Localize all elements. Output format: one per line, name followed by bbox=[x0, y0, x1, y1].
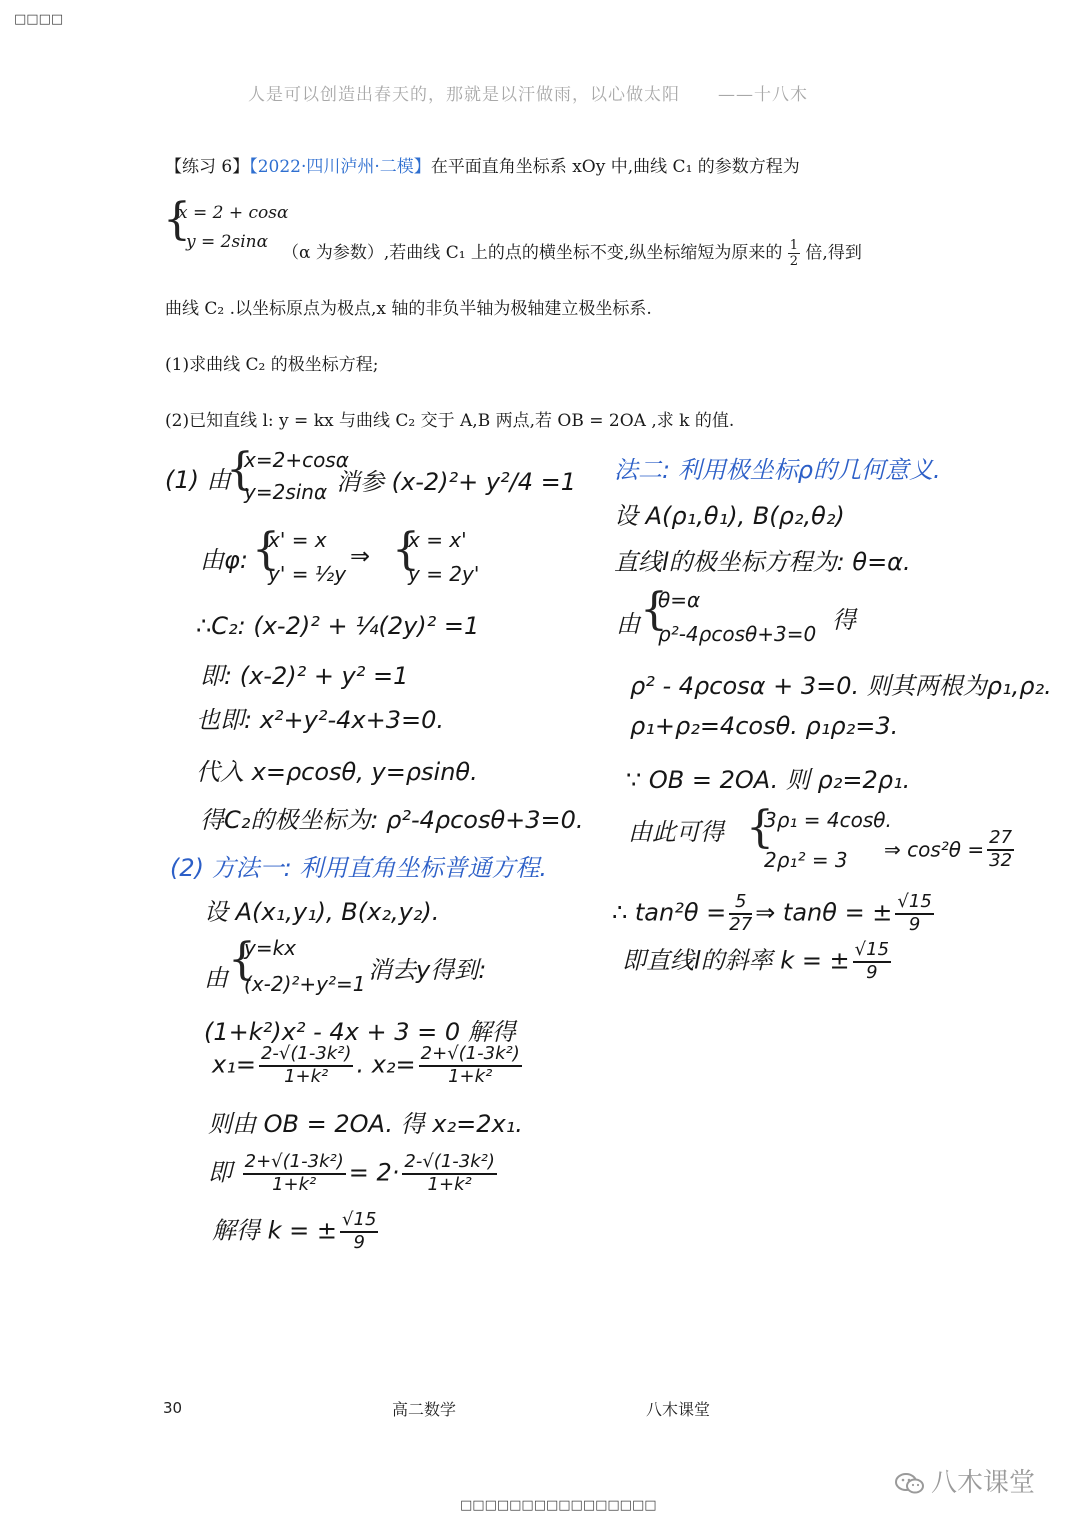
problem-text-2: （α 为参数）,若曲线 C₁ 上的点的横坐标不变,纵坐标缩短为原来的 bbox=[282, 243, 783, 263]
sol-1-intro: (1) 由 bbox=[165, 466, 231, 494]
cos-result-text: ⇒ cos²θ = bbox=[884, 837, 985, 862]
tan-sq-fraction: $\frac{5}{27}$ bbox=[729, 891, 753, 935]
bottom-note: □□□□□□□□□□□□□□□□ bbox=[460, 1498, 657, 1513]
problem-line-3: 曲线 C₂ .以坐标原点为极点,x 轴的非负半轴为极轴建立极坐标系. bbox=[165, 299, 652, 319]
system-brace: { bbox=[163, 194, 191, 245]
r-vector-condition: ∵ OB = 2OA. 则 ρ₂=2ρ₁. bbox=[626, 766, 911, 794]
sol-vector-condition: 则由 OB = 2OA. 得 x₂=2x₁. bbox=[208, 1110, 523, 1138]
r-tan-result bbox=[612, 892, 937, 935]
sol-set-points: 设 A(x₁,y₁), B(x₂,y₂). bbox=[204, 898, 440, 926]
r-derive-1: 3ρ₁ = 4cosθ. bbox=[764, 808, 892, 832]
wechat-icon bbox=[895, 1472, 925, 1496]
sol-1-sys-x: x=2+cosα bbox=[244, 448, 349, 472]
r-answer-text: 即直线l的斜率 k = ± bbox=[622, 946, 850, 975]
answer-1-fraction: $\frac{√15}{9}$ bbox=[342, 1209, 377, 1253]
cos-result-fraction: $\frac{27}{32}$ bbox=[989, 827, 1013, 871]
r-system-brace: { bbox=[640, 584, 668, 635]
sol-1-eliminate: 消参 (x-2)²+ y²/4 =1 bbox=[336, 468, 577, 496]
r-system-2: ρ²-4ρcosθ+3=0 bbox=[658, 622, 817, 646]
sol-transform-intro: 由φ: bbox=[200, 546, 248, 574]
page-motto bbox=[248, 80, 808, 105]
sol-2-brace: { bbox=[228, 934, 256, 985]
sol-c2-simplified: 即: (x-2)² + y² =1 bbox=[200, 662, 409, 690]
root-x1-fraction: $\frac{\text{2-√(1-3k²)}}{\text{1+k²}}$ bbox=[260, 1043, 352, 1087]
r-derive-intro: 由此可得 bbox=[628, 818, 724, 846]
problem-line-1 bbox=[165, 152, 800, 177]
method-1-heading: (2) 方法一: 利用直角坐标普通方程. bbox=[170, 854, 547, 882]
r-derive-2: 2ρ₁² = 3 bbox=[764, 848, 848, 872]
sol-c2-eq: ∴C₂: (x-2)² + ¼(2y)² =1 bbox=[196, 612, 480, 640]
problem-text-2-end: 倍,得到 bbox=[805, 243, 862, 263]
sol-2-eliminate: 消去y得到: bbox=[368, 956, 487, 984]
r-line-polar: 直线l的极坐标方程为: θ=α. bbox=[614, 548, 911, 576]
r-system-intro: 由 bbox=[616, 610, 640, 638]
transform-brace-2: { bbox=[392, 524, 420, 575]
sol-answer-1 bbox=[212, 1210, 381, 1253]
sol-quadratic: (1+k²)x² - 4x + 3 = 0 解得 bbox=[204, 1018, 516, 1046]
r-answer-fraction: $\frac{√15}{9}$ bbox=[854, 939, 890, 983]
question-1: (1)求曲线 C₂ 的极坐标方程; bbox=[165, 355, 379, 375]
footer-brand: 八木课堂 bbox=[646, 1400, 711, 1419]
sol-1-sys-y: y=2sinα bbox=[244, 480, 328, 504]
watermark-text: 八木课堂 bbox=[931, 1468, 1036, 1498]
tan-text: ⇒ tanθ = ± bbox=[755, 898, 893, 927]
root-x2-fraction: $\frac{\text{2+√(1-3k²)}}{\text{1+k²}}$ bbox=[420, 1043, 520, 1087]
sol-roots bbox=[212, 1044, 525, 1087]
sol-2-sys-1: y=kx bbox=[244, 936, 297, 960]
root-x1-label: x₁= bbox=[212, 1050, 256, 1079]
question-2: (2)已知直线 l: y = kx 与曲线 C₂ 交于 A,B 两点,若 OB = 2OA ,求 k 的值. bbox=[165, 411, 735, 431]
transform-brace-1: { bbox=[252, 524, 280, 575]
sol-2-intro: 由 bbox=[204, 964, 228, 992]
transform-eq-3: x = x' bbox=[408, 528, 467, 552]
exercise-source: 【2022·四川泸州·二模】 bbox=[249, 157, 431, 177]
page-number: 30 bbox=[163, 1399, 183, 1417]
problem-line-2 bbox=[282, 238, 862, 269]
equation-intro: 即 bbox=[208, 1158, 232, 1187]
fraction-half: $\frac{1}{2}$ bbox=[789, 238, 799, 269]
r-set-points: 设 A(ρ₁,θ₁), B(ρ₂,θ₂) bbox=[614, 502, 845, 530]
r-answer bbox=[622, 940, 894, 983]
problem-text-1: 在平面直角坐标系 xOy 中,曲线 C₁ 的参数方程为 bbox=[430, 157, 800, 177]
param-eq-x: x = 2 + cosα bbox=[178, 203, 289, 223]
param-eq-y: y = 2sinα bbox=[186, 232, 269, 252]
transform-eq-4: y = 2y' bbox=[408, 562, 480, 586]
transform-eq-2: y' = ½y bbox=[268, 562, 347, 586]
footer-subject: 高二数学 bbox=[392, 1400, 457, 1419]
r-system-result: 得 bbox=[832, 606, 856, 634]
r-quadratic: ρ² - 4ρcosα + 3=0. 则其两根为ρ₁,ρ₂. bbox=[630, 672, 1052, 700]
transform-eq-1: x' = x bbox=[268, 528, 327, 552]
root-x2-label: . x₂= bbox=[356, 1050, 416, 1079]
sol-substitute: 代入 x=ρcosθ, y=ρsinθ. bbox=[196, 758, 478, 786]
corner-mark: □□□□ bbox=[14, 12, 64, 27]
equation-rhs-fraction: $\frac{\text{2-√(1-3k²)}}{\text{1+k²}}$ bbox=[404, 1151, 495, 1195]
sol-polar-result: 得C₂的极坐标为: ρ²-4ρcosθ+3=0. bbox=[200, 806, 584, 834]
sol-1-brace: { bbox=[226, 444, 254, 495]
r-system-1: θ=α bbox=[658, 588, 701, 612]
motto-text: 人是可以创造出春天的，那就是以汗做雨，以心做太阳 bbox=[248, 85, 680, 105]
answer-1-text: 解得 k = ± bbox=[212, 1216, 338, 1245]
sol-2-sys-2: (x-2)²+y²=1 bbox=[244, 972, 366, 996]
method-2-heading: 法二: 利用极坐标ρ的几何意义. bbox=[614, 456, 941, 484]
tan-fraction: $\frac{√15}{9}$ bbox=[897, 891, 932, 935]
r-vieta: ρ₁+ρ₂=4cosθ. ρ₁ρ₂=3. bbox=[630, 712, 899, 740]
sol-equation bbox=[208, 1152, 500, 1195]
r-derive-brace: { bbox=[746, 802, 774, 853]
watermark bbox=[895, 1462, 1035, 1499]
equation-lhs-fraction: $\frac{\text{2+√(1-3k²)}}{\text{1+k²}}$ bbox=[244, 1151, 344, 1195]
tan-sq-text: ∴ tan²θ = bbox=[612, 898, 727, 927]
motto-author: ——十八木 bbox=[718, 85, 808, 105]
equation-mid: = 2· bbox=[348, 1158, 400, 1187]
sol-c2-general: 也即: x²+y²-4x+3=0. bbox=[196, 706, 444, 734]
exercise-tag: 【练习 6】 bbox=[165, 157, 250, 177]
r-cos-result bbox=[884, 828, 1017, 871]
implies-arrow: ⇒ bbox=[350, 542, 371, 570]
